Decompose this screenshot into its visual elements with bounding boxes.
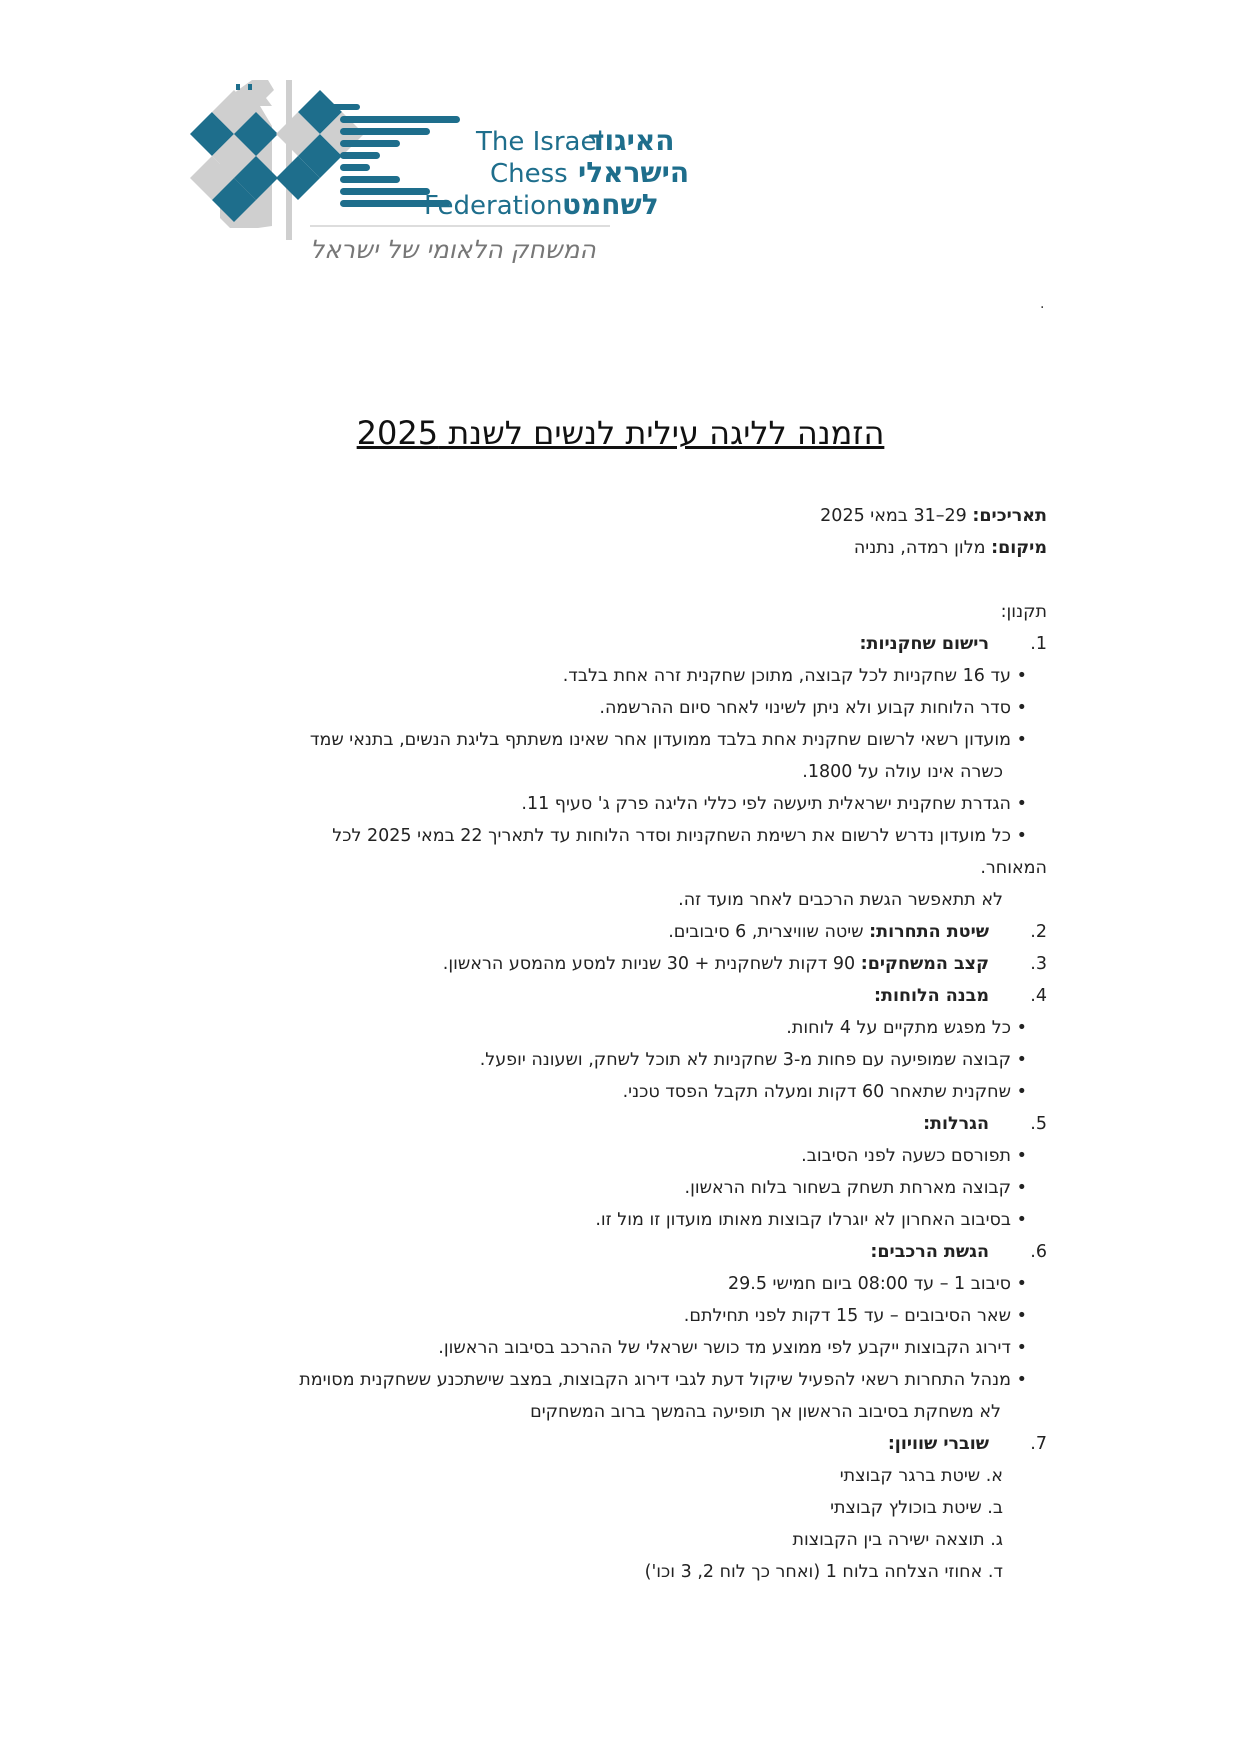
section-1-heading <box>205 628 1047 660</box>
section-6-bullet-1: סיבוב 1 – עד 08:00 ביום חמישי 29.5 <box>728 1274 1011 1294</box>
dates-line <box>205 500 1047 532</box>
tiebreak-d: ד. אחוזי הצלחה בלוח 1 (ואחר כך לוח 2, 3 וכו') <box>644 1562 1003 1582</box>
section-6-number: 6. <box>1030 1242 1047 1262</box>
list-item: •שחקנית שתאחר 60 דקות ומעלה תקבל הפסד טכני. <box>622 1082 1027 1102</box>
section-5-title: הגרלות: <box>923 1114 989 1134</box>
logo-he-line1: האיגוד <box>588 124 675 157</box>
list-item: •שאר הסיבובים – עד 15 דקות לפני תחילתם. <box>683 1306 1027 1326</box>
section-5-heading <box>205 1108 1047 1140</box>
location-value: מלון רמדה, נתניה <box>853 538 992 558</box>
logo-en-line2: Chess <box>490 159 568 189</box>
section-2-title: שיטת התחרות: <box>869 922 989 942</box>
list-item: •קבוצה מארחת תשחק בשחור בלוח הראשון. <box>684 1178 1027 1198</box>
section-1-bullet-5: כל מועדון נדרש לרשום את רשימת השחקניות וסדר הלוחות עד לתאריך 22 במאי 2025 לכל <box>332 826 1011 846</box>
list-item: •קבוצה שמופיעה עם פחות מ-3 שחקניות לא תוכל לשחק, ושעונה יופעל. <box>479 1050 1027 1070</box>
section-3-number: 3. <box>1030 954 1047 974</box>
section-6-bullet-4: מנהל התחרות רשאי להפעיל שיקול דעת לגבי דירוג הקבוצות, במצב שישתכנע ששחקנית מסוימת <box>299 1370 1011 1390</box>
section-5-bullet-3: בסיבוב האחרון לא יוגרלו קבוצות מאותו מועדון זו מול זו. <box>595 1210 1011 1230</box>
logo-en-line3: Federation <box>424 191 563 221</box>
section-1-bullet-3-cont: כשרה אינו עולה על 1800. <box>802 762 1003 782</box>
section-4-bullet-1: כל מפגש מתקיים על 4 לוחות. <box>786 1018 1011 1038</box>
list-item: •כל מועדון נדרש לרשום את רשימת השחקניות וסדר הלוחות עד לתאריך 22 במאי 2025 לכל <box>332 826 1027 846</box>
section-6-bullet-3: דירוג הקבוצות ייקבע לפי ממוצע מד כושר ישראלי של ההרכב בסיבוב הראשון. <box>438 1338 1011 1358</box>
section-1-bullet-4: הגדרת שחקנית ישראלית תיעשה לפי כללי הליגה פרק ג' סעיף 11. <box>521 794 1011 814</box>
section-3-title: קצב המשחקים: <box>860 954 989 974</box>
section-3-line <box>205 948 1047 980</box>
page-title: הזמנה לליגה עילית לנשים לשנת 2025 <box>356 414 885 452</box>
list-item: •סיבוב 1 – עד 08:00 ביום חמישי 29.5 <box>728 1274 1027 1294</box>
section-4-bullet-3: שחקנית שתאחר 60 דקות ומעלה תקבל הפסד טכני. <box>622 1082 1011 1102</box>
section-6-bullet-4-cont: לא משחקת בסיבוב הראשון אך תופיעה בהמשך ברוב המשחקים <box>530 1402 1001 1422</box>
section-3-text: 90 דקות לשחקנית + 30 שניות למסע מהמסע הראשון. <box>442 954 861 974</box>
logo-he-line2: הישראלי <box>578 156 690 189</box>
list-item: •מועדון רשאי לרשום שחקנית אחת בלבד ממועדון אחר שאינו משתתף בליגת הנשים, בתנאי שמד <box>309 730 1027 750</box>
regulations-label: תקנון: <box>1000 602 1047 622</box>
section-1-bullet-2: סדר הלוחות קבוע ולא ניתן לשינוי לאחר סיום ההרשמה. <box>599 698 1011 718</box>
section-1-number: 1. <box>1030 634 1047 654</box>
tiebreak-a: א. שיטת ברגר קבוצתי <box>839 1466 1003 1486</box>
list-item: •סדר הלוחות קבוע ולא ניתן לשינוי לאחר סיום ההרשמה. <box>599 698 1027 718</box>
section-1-title: רישום שחקניות: <box>859 634 989 654</box>
location-line <box>205 532 1047 564</box>
section-2-number: 2. <box>1030 922 1047 942</box>
section-5-number: 5. <box>1030 1114 1047 1134</box>
section-4-number: 4. <box>1030 986 1047 1006</box>
stray-dot: . <box>1040 296 1045 312</box>
section-6-bullet-2: שאר הסיבובים – עד 15 דקות לפני תחילתם. <box>683 1306 1011 1326</box>
location-label: מיקום: <box>991 538 1047 558</box>
section-1-bullet-5-cont: המאוחר. <box>980 858 1047 878</box>
section-4-title: מבנה הלוחות: <box>874 986 989 1006</box>
list-item: •תפורסם כשעה לפני הסיבוב. <box>801 1146 1027 1166</box>
list-item: •בסיבוב האחרון לא יוגרלו קבוצות מאותו מועדון זו מול זו. <box>595 1210 1027 1230</box>
section-6-title: הגשת הרכבים: <box>870 1242 989 1262</box>
chess-federation-logo <box>190 76 690 286</box>
section-6-heading <box>205 1236 1047 1268</box>
logo-he-line3: לשחמט <box>562 188 659 221</box>
logo-en-line1: The Israel <box>476 127 604 157</box>
tiebreak-c: ג. תוצאה ישירה בין הקבוצות <box>792 1530 1003 1550</box>
list-item: •הגדרת שחקנית ישראלית תיעשה לפי כללי הליגה פרק ג' סעיף 11. <box>521 794 1027 814</box>
section-5-bullet-2: קבוצה מארחת תשחק בשחור בלוח הראשון. <box>684 1178 1011 1198</box>
section-1-bullet-3: מועדון רשאי לרשום שחקנית אחת בלבד ממועדון אחר שאינו משתתף בליגת הנשים, בתנאי שמד <box>309 730 1011 750</box>
list-item: •דירוג הקבוצות ייקבע לפי ממוצע מד כושר ישראלי של ההרכב בסיבוב הראשון. <box>438 1338 1027 1358</box>
dates-value: 29–31 במאי 2025 <box>820 506 973 526</box>
section-7-number: 7. <box>1030 1434 1047 1454</box>
list-item: •מנהל התחרות רשאי להפעיל שיקול דעת לגבי דירוג הקבוצות, במצב שישתכנע ששחקנית מסוימת <box>299 1370 1027 1390</box>
section-2-text: שיטה שוויצרית, 6 סיבובים. <box>668 922 870 942</box>
section-7-heading <box>205 1428 1047 1460</box>
section-2-line <box>205 916 1047 948</box>
list-item: •כל מפגש מתקיים על 4 לוחות. <box>786 1018 1027 1038</box>
logo-tagline: המשחק הלאומי של ישראל <box>310 235 596 264</box>
section-4-heading <box>205 980 1047 1012</box>
section-7-title: שוברי שוויון: <box>887 1434 989 1454</box>
section-4-bullet-2: קבוצה שמופיעה עם פחות מ-3 שחקניות לא תוכל לשחק, ושעונה יופעל. <box>479 1050 1011 1070</box>
section-5-bullet-1: תפורסם כשעה לפני הסיבוב. <box>801 1146 1011 1166</box>
tiebreak-b: ב. שיטת בוכולץ קבוצתי <box>830 1498 1003 1518</box>
document-body <box>205 500 1047 1588</box>
section-1-bullet-1: עד 16 שחקניות לכל קבוצה, מתוכן שחקנית זרה אחת בלבד. <box>562 666 1011 686</box>
dates-label: תאריכים: <box>972 506 1047 526</box>
list-item: •עד 16 שחקניות לכל קבוצה, מתוכן שחקנית זרה אחת בלבד. <box>562 666 1027 686</box>
section-1-bullet-5-note: לא תתאפשר הגשת הרכבים לאחר מועד זה. <box>678 890 1003 910</box>
